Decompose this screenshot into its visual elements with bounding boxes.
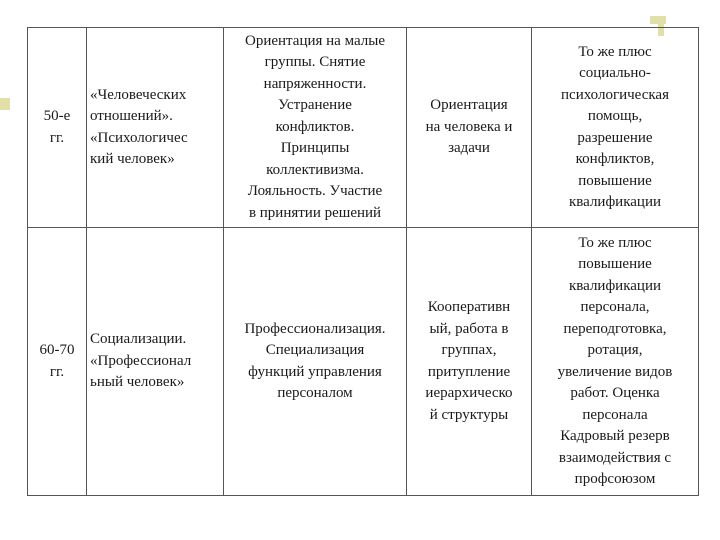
table-row	[28, 28, 699, 228]
personnel-management-table	[27, 27, 699, 496]
concept-cell: Социализации. «Профессионал ьный человек»	[87, 228, 224, 496]
decorative-corner-mark	[650, 16, 666, 24]
orientation-cell: Профессионализация. Специализация функций управления персоналом	[224, 228, 407, 496]
focus-cell: Ориентация на человека и задачи	[407, 28, 532, 228]
table-row	[28, 228, 699, 496]
orientation-cell: Ориентация на малые группы. Снятие напряженности. Устранение конфликтов. Принципы коллективизма. Лояльность. Участие в принятии решений	[224, 28, 407, 228]
focus-cell: Кооперативн ый, работа в группах, притупление иерархическо й структуры	[407, 228, 532, 496]
measures-cell: То же плюс социально- психологическая помощь, разрешение конфликтов, повышение квалификации	[532, 28, 699, 228]
decorative-side-mark	[0, 98, 10, 110]
concept-cell: «Человеческих отношений». «Психологичес кий человек»	[87, 28, 224, 228]
measures-cell: То же плюс повышение квалификации персонала, переподготовка, ротация, увеличение видов работ. Оценка персонала Кадровый резерв взаимодействия с профсоюзом	[532, 228, 699, 496]
period-cell: 50-е гг.	[28, 28, 87, 228]
period-cell: 60-70 гг.	[28, 228, 87, 496]
